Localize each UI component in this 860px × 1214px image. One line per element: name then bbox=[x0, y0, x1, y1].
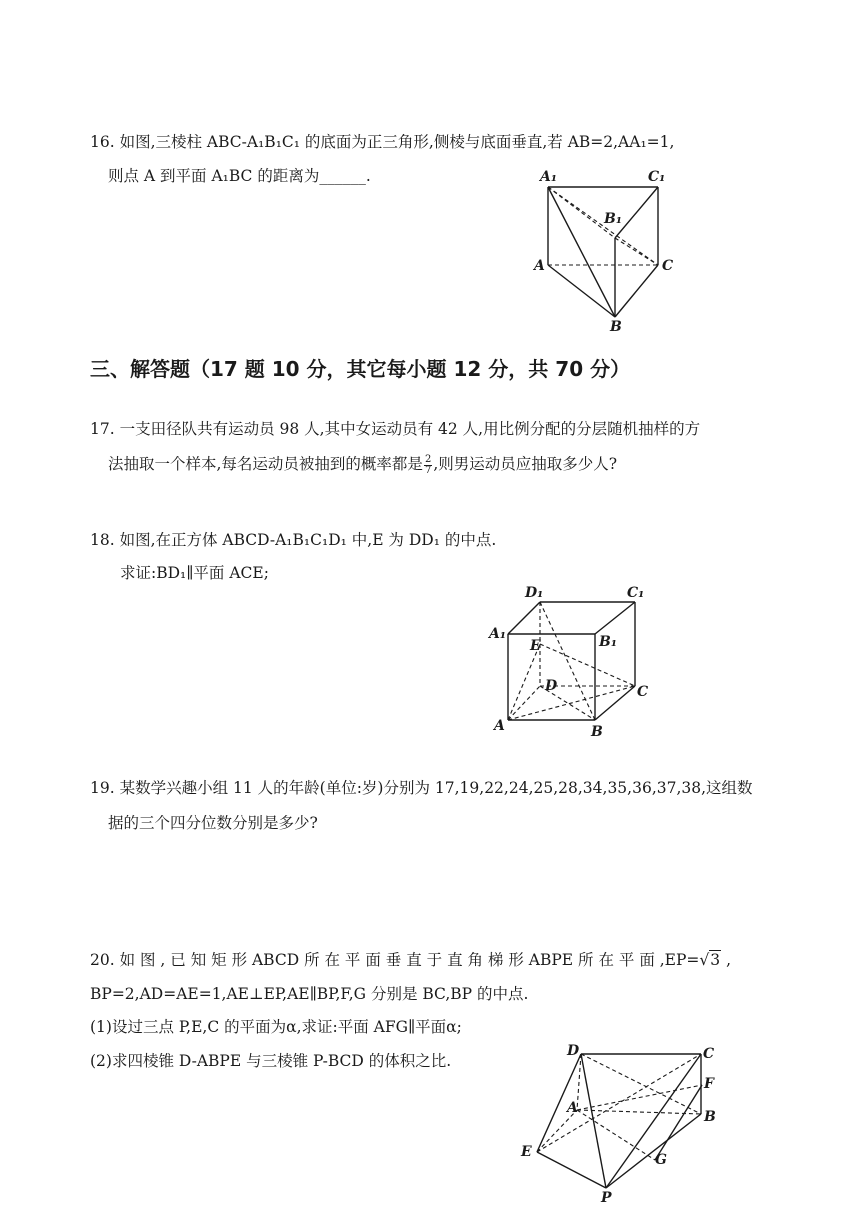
q16-prism-figure bbox=[530, 165, 690, 340]
q18-cube-figure bbox=[485, 582, 660, 742]
q17-line2 bbox=[108, 454, 617, 476]
q19-line2: 据的三个四分位数分别是多少? bbox=[108, 814, 318, 832]
label-B: B bbox=[610, 319, 622, 335]
label-B1: B₁ bbox=[604, 211, 622, 227]
q20-line3: (1)设过三点 P,E,C 的平面为α,求证:平面 AFG∥平面α; bbox=[90, 1018, 462, 1036]
q20-line2: BP=2,AD=AE=1,AE⊥EP,AE∥BP,F,G 分别是 BC,BP 的中点. bbox=[90, 985, 529, 1003]
label-C: C bbox=[703, 1046, 715, 1062]
q20-line1-post: , bbox=[721, 951, 732, 969]
label-C: C bbox=[637, 684, 649, 700]
label-C: C bbox=[662, 258, 674, 274]
q17-line2-pre: 法抽取一个样本,每名运动员被抽到的概率都是 bbox=[108, 455, 423, 473]
probability-fraction bbox=[424, 455, 432, 476]
fraction-numerator: 2 bbox=[424, 453, 432, 465]
label-A: A bbox=[567, 1100, 578, 1116]
label-D1: D₁ bbox=[525, 585, 544, 601]
q17-line2-post: ,则男运动员应抽取多少人? bbox=[433, 455, 618, 473]
label-A: A bbox=[494, 718, 505, 734]
label-E: E bbox=[521, 1144, 532, 1160]
q19-line1: 19. 某数学兴趣小组 11 人的年龄(单位:岁)分别为 17,19,22,24,25,28,34,35,36,37,38,这组数 bbox=[90, 779, 753, 797]
q16-line1: 16. 如图,三棱柱 ABC-A₁B₁C₁ 的底面为正三角形,侧棱与底面垂直,若 AB=2,AA₁=1, bbox=[90, 133, 675, 151]
q20-line1-pre: 20. 如 图 , 已 知 矩 形 ABCD 所 在 平 面 垂 直 于 直 角 梯 形 ABPE 所 在 平 面 ,EP= bbox=[90, 951, 700, 969]
label-A1: A₁ bbox=[489, 626, 506, 642]
label-D: D bbox=[567, 1043, 580, 1059]
label-A1: A₁ bbox=[540, 169, 557, 185]
label-G: G bbox=[655, 1152, 667, 1168]
section-heading: 三、解答题（17 题 10 分，其它每小题 12 分，共 70 分） bbox=[90, 357, 631, 381]
q18-line1: 18. 如图,在正方体 ABCD-A₁B₁C₁D₁ 中,E 为 DD₁ 的中点. bbox=[90, 531, 497, 549]
sqrt-radicand: 3 bbox=[710, 951, 721, 969]
label-A: A bbox=[534, 258, 545, 274]
q16-line2: 则点 A 到平面 A₁BC 的距离为______. bbox=[108, 167, 371, 185]
q20-solid-figure bbox=[515, 1040, 730, 1205]
label-B: B bbox=[591, 724, 603, 740]
q20-line1 bbox=[90, 950, 731, 970]
label-B: B bbox=[704, 1109, 716, 1125]
label-C1: C₁ bbox=[627, 585, 645, 601]
label-F: F bbox=[704, 1076, 714, 1092]
sqrt-expression: √3 bbox=[699, 951, 721, 969]
fraction-denominator: 7 bbox=[424, 464, 432, 476]
q20-line4: (2)求四棱锥 D-ABPE 与三棱锥 P-BCD 的体积之比. bbox=[90, 1052, 452, 1070]
q18-line2: 求证:BD₁∥平面 ACE; bbox=[120, 564, 269, 582]
label-D: D bbox=[545, 678, 558, 694]
label-B1: B₁ bbox=[599, 634, 617, 650]
label-C1: C₁ bbox=[648, 169, 666, 185]
q17-line1: 17. 一支田径队共有运动员 98 人,其中女运动员有 42 人,用比例分配的分层随机抽样的方 bbox=[90, 420, 701, 438]
label-P: P bbox=[601, 1190, 612, 1206]
label-E: E bbox=[530, 638, 541, 654]
